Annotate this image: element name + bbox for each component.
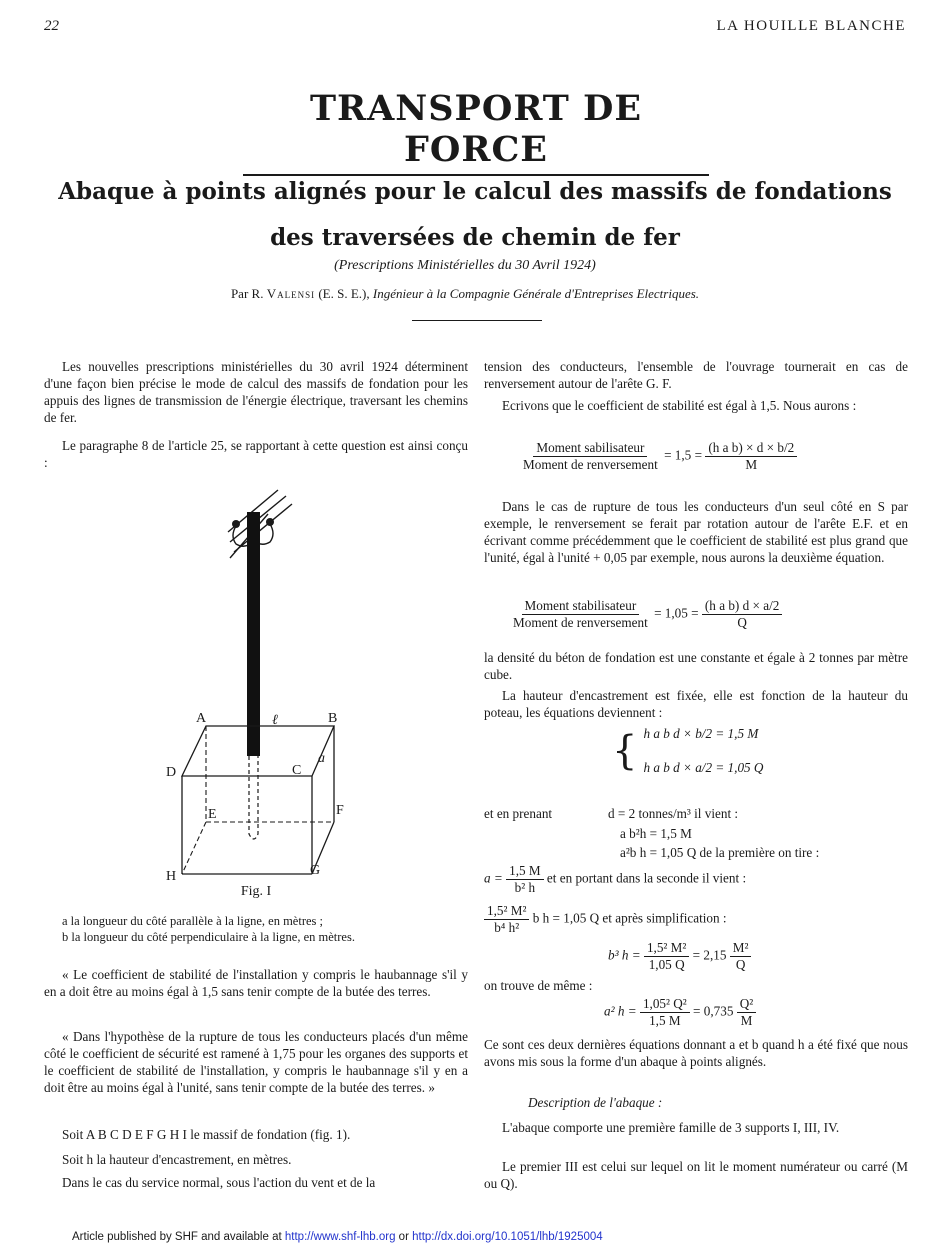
en-prenant: et en prenant (484, 806, 553, 821)
system-eq-2: h a b d × a/2 = 1,05 Q (643, 760, 764, 775)
article-subtitle: (Prescriptions Ministérielles du 30 Avril 1924) (334, 258, 596, 273)
journal-name: LA HOUILLE BLANCHE (716, 18, 906, 34)
byline (0, 286, 930, 302)
fig-label-a: A (196, 711, 207, 726)
foundation-figure (150, 482, 390, 882)
left-quote-2: « Dans l'hypothèse de la rupture de tous les conducteurs placés d'un même côté le coefficient de sécurité est ramené à 1,75 pour les organes des supports et le coefficient de stabilité de l'installation, y compris le haubannage s'il y en a doit être au moins égal à l'unité, sans tenir compte de la butée des terres. » (44, 1029, 468, 1095)
fig-label-d: D (166, 765, 177, 780)
left-paragraph-1: Les nouvelles prescriptions ministérielles du 30 avril 1924 déterminent d'une façon bien précise le mode de calcul des massifs de fondation pour les appuis des lignes de transmission de l'énergie électrique, traversant les chemins de fer. (44, 359, 468, 425)
right-paragraph-7: L'abaque comporte une première famille de 3 supports I, III, IV. (502, 1120, 840, 1135)
equation-b4: $\frac{\text{1,5² M²}}{\text{b⁴ h²}}$ b h = 1,05 Q et après simplification : (484, 903, 727, 936)
byline-role: Ingénieur à la Compagnie Générale d'Entreprises Electriques. (372, 286, 700, 301)
fig-label-b: B (328, 711, 338, 726)
title-rule (412, 320, 542, 321)
right-paragraph-2: Ecrivons que le coefficient de stabilité est égal à 1,5. Nous aurons : (502, 398, 857, 413)
equation-a2: a² h = $\frac{\text{1,05² Q²}}{1,5 M}$ = 0,735 $\frac{\text{Q²}}{M}$ (604, 996, 756, 1029)
figure-caption: Fig. I (240, 884, 272, 899)
equation-a: a = $\frac{1,5 M}{\text{b² h}}$ et en portant dans la seconde il vient : (484, 863, 747, 895)
system-eq-3: a b²h = 1,5 M (620, 826, 692, 841)
right-paragraph-3: Dans le cas de rupture de tous les conducteurs d'un seul côté en S par exemple, le renversement se ferait par rotation autour de l'arête E.F. et en écrivant comme précédemment que le coefficient de stabilité est plus grand que l'unité, égal à l'unité + 0,05 par exemple, nous aurons la deuxième équation. (484, 499, 908, 565)
fig-label-g: G (310, 863, 321, 878)
fig-label-f: F (336, 803, 344, 818)
density-eq: d = 2 tonnes/m³ il vient : (608, 806, 739, 821)
page-number: 22 (44, 18, 59, 34)
byline-degree: (E. S. E.), (318, 286, 370, 301)
brace-icon: { (612, 728, 638, 774)
figure-legend (62, 913, 468, 945)
footer-link-doi[interactable]: http://dx.doi.org/10.1051/lhb/1925004 (412, 1231, 603, 1243)
fig-label-l: ℓ (272, 713, 278, 728)
footer-text-2: or (398, 1231, 409, 1243)
left-paragraph-4: Soit h la hauteur d'encastrement, en mètres. (62, 1152, 292, 1167)
equation-system-1 (612, 726, 763, 776)
article-title-line1: Abaque à points alignés pour le calcul des massifs de fondations (58, 178, 892, 205)
left-paragraph-5: Dans le cas du service normal, sous l'action du vent et de la (62, 1175, 376, 1190)
right-paragraph-1: tension des conducteurs, l'ensemble de l'ouvrage tournerait en cas de renversement autour de l'arête G. F. (484, 359, 908, 391)
equation-2: $\frac{\text{Moment stabilisateur}}{\text{Moment de renversement}}$ = 1,05 = $\frac{\text{(h a b) d × a/2}}{Q}$ (510, 598, 782, 631)
right-paragraph-8: Le premier III est celui sur lequel on lit le moment numérateur ou carré (M ou Q). (484, 1159, 908, 1191)
footer (72, 1231, 603, 1243)
system-eq-4: a²b h = 1,05 Q de la première on tire : (620, 845, 820, 860)
left-quote-1: « Le coefficient de stabilité de l'installation y compris le haubannage s'il y en a doit être au moins égal à 1,5 sans tenir compte de la butée des terres. (44, 967, 468, 999)
footer-link-shf[interactable]: http://www.shf-lhb.org (284, 1231, 396, 1243)
trouve-text: on trouve de même : (484, 978, 593, 993)
left-paragraph-2: Le paragraphe 8 de l'article 25, se rapportant à cette question est ainsi conçu : (44, 438, 468, 470)
article-title-line2: des traversées de chemin de fer (270, 224, 680, 251)
fig-label-h: H (166, 869, 177, 882)
right-paragraph-6: Ce sont ces deux dernières équations donnant a et b quand h a été fixé que nous avons mis sous la forme d'un abaque à points alignés. (484, 1037, 908, 1069)
footer-text-1: Article published by SHF and available at (72, 1231, 282, 1243)
fig-label-c: C (292, 763, 302, 778)
system-eq-1: h a b d × b/2 = 1,5 M (643, 726, 759, 741)
fig-label-e: E (208, 807, 217, 822)
section-title: TRANSPORT DE FORCE (243, 88, 709, 176)
left-paragraph-3: Soit A B C D E F G H I le massif de fondation (fig. 1). (62, 1127, 351, 1142)
equation-b3: b³ h = $\frac{\text{1,5² M²}}{1,05 Q}$ = 2,15 $\frac{\text{M²}}{Q}$ (608, 940, 751, 973)
legend-line-a: a la longueur du côté parallèle à la ligne, en mètres ; (62, 914, 323, 928)
right-paragraph-5: La hauteur d'encastrement est fixée, elle est fonction de la hauteur du poteau, les équations deviennent : (484, 688, 908, 720)
description-title: Description de l'abaque : (528, 1095, 663, 1110)
right-paragraph-4: la densité du béton de fondation est une constante et égale à 2 tonnes par mètre cube. (484, 650, 908, 682)
legend-line-b: b la longueur du côté perpendiculaire à la ligne, en mètres. (62, 930, 355, 944)
equation-1: $\frac{\text{Moment sabilisateur}}{\text{Moment de renversement}}$ = 1,5 = $\frac{\text{(h a b) × d × b/2}}{M}$ (520, 440, 797, 473)
fig-label-side-a: a (318, 751, 325, 766)
byline-par: Par R. (230, 286, 264, 301)
byline-author: Valensi (266, 286, 316, 301)
